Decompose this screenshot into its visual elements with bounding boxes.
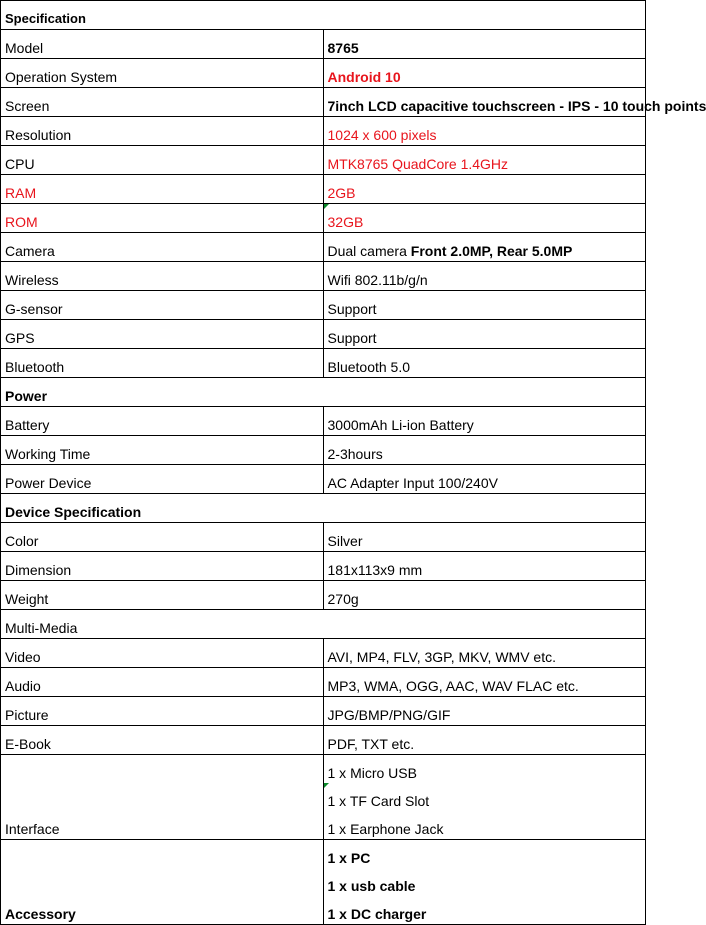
table-row xyxy=(1,668,646,697)
value-battery: 3000mAh Li-ion Battery xyxy=(323,407,646,436)
table-row xyxy=(1,697,646,726)
label-video: Video xyxy=(1,639,324,668)
table-row xyxy=(1,407,646,436)
label-model: Model xyxy=(1,30,324,59)
table-row xyxy=(1,233,646,262)
table-row xyxy=(1,117,646,146)
table-row xyxy=(1,30,646,59)
label-screen: Screen xyxy=(1,88,324,117)
table-row xyxy=(1,1,646,30)
value-cpu: MTK8765 QuadCore 1.4GHz xyxy=(323,146,646,175)
label-power-device: Power Device xyxy=(1,465,324,494)
value-bluetooth: Bluetooth 5.0 xyxy=(323,349,646,378)
table-row xyxy=(1,840,646,869)
table-row xyxy=(1,291,646,320)
label-accessory: Accessory xyxy=(1,840,324,925)
table-row xyxy=(1,436,646,465)
value-dimension: 181x113x9 mm xyxy=(323,552,646,581)
label-gsensor: G-sensor xyxy=(1,291,324,320)
label-dimension: Dimension xyxy=(1,552,324,581)
table-row xyxy=(1,581,646,610)
table-row xyxy=(1,204,646,233)
section-multimedia: Multi-Media xyxy=(1,610,646,639)
value-color: Silver xyxy=(323,523,646,552)
label-rom: ROM xyxy=(1,204,324,233)
value-audio: MP3, WMA, OGG, AAC, WAV FLAC etc. xyxy=(323,668,646,697)
section-power: Power xyxy=(1,378,646,407)
table-row xyxy=(1,610,646,639)
value-camera-plain: Dual camera xyxy=(327,243,411,259)
table-row xyxy=(1,378,646,407)
label-picture: Picture xyxy=(1,697,324,726)
label-color: Color xyxy=(1,523,324,552)
value-interface-0: 1 x Micro USB xyxy=(323,755,646,784)
label-os: Operation System xyxy=(1,59,324,88)
value-accessory-2: 1 x DC charger xyxy=(323,896,646,925)
label-wireless: Wireless xyxy=(1,262,324,291)
label-audio: Audio xyxy=(1,668,324,697)
value-interface-1 xyxy=(323,783,646,811)
value-gps: Support xyxy=(323,320,646,349)
label-resolution: Resolution xyxy=(1,117,324,146)
table-row xyxy=(1,494,646,523)
label-ram: RAM xyxy=(1,175,324,204)
label-gps: GPS xyxy=(1,320,324,349)
label-bluetooth: Bluetooth xyxy=(1,349,324,378)
value-screen: 7inch LCD capacitive touchscreen - IPS - 10 touch points xyxy=(323,88,646,117)
label-working-time: Working Time xyxy=(1,436,324,465)
table-row xyxy=(1,349,646,378)
table-row xyxy=(1,88,646,117)
value-camera-bold: Front 2.0MP, Rear 5.0MP xyxy=(410,243,573,259)
value-gsensor: Support xyxy=(323,291,646,320)
value-wireless: Wifi 802.11b/g/n xyxy=(323,262,646,291)
value-os: Android 10 xyxy=(323,59,646,88)
table-row xyxy=(1,262,646,291)
value-interface-1-text: 1 x TF Card Slot xyxy=(327,793,430,809)
value-weight: 270g xyxy=(323,581,646,610)
table-row xyxy=(1,59,646,88)
value-camera xyxy=(323,233,646,262)
table-row xyxy=(1,755,646,784)
value-interface-2: 1 x Earphone Jack xyxy=(323,811,646,840)
value-ebook: PDF, TXT etc. xyxy=(323,726,646,755)
value-accessory-1: 1 x usb cable xyxy=(323,868,646,896)
table-row xyxy=(1,465,646,494)
section-device: Device Specification xyxy=(1,494,646,523)
label-weight: Weight xyxy=(1,581,324,610)
label-ebook: E-Book xyxy=(1,726,324,755)
value-power-device: AC Adapter Input 100/240V xyxy=(323,465,646,494)
table-row xyxy=(1,523,646,552)
value-working-time: 2-3hours xyxy=(323,436,646,465)
value-resolution: 1024 x 600 pixels xyxy=(323,117,646,146)
value-rom xyxy=(323,204,646,233)
table-row xyxy=(1,552,646,581)
table-title: Specification xyxy=(1,1,646,30)
label-battery: Battery xyxy=(1,407,324,436)
value-accessory-0: 1 x PC xyxy=(323,840,646,869)
label-interface: Interface xyxy=(1,755,324,840)
value-picture: JPG/BMP/PNG/GIF xyxy=(323,697,646,726)
value-model: 8765 xyxy=(323,30,646,59)
table-row xyxy=(1,146,646,175)
table-row xyxy=(1,320,646,349)
value-video: AVI, MP4, FLV, 3GP, MKV, WMV etc. xyxy=(323,639,646,668)
value-rom-text: 32GB xyxy=(327,214,364,230)
table-row xyxy=(1,175,646,204)
label-cpu: CPU xyxy=(1,146,324,175)
value-ram: 2GB xyxy=(323,175,646,204)
table-row xyxy=(1,726,646,755)
label-camera: Camera xyxy=(1,233,324,262)
table-row xyxy=(1,639,646,668)
